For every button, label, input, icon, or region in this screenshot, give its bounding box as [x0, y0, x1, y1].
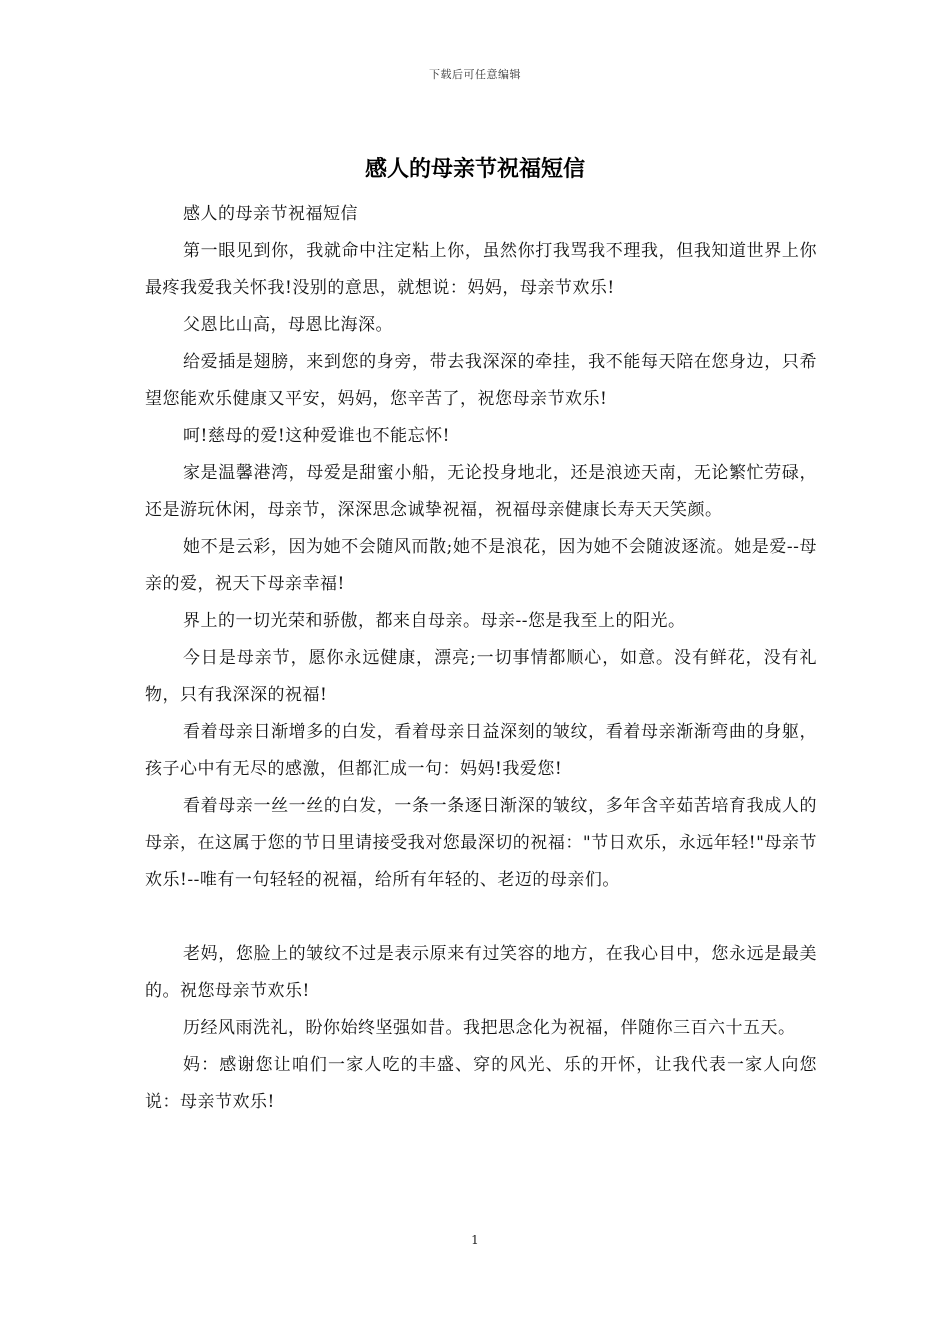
paragraph: 看着母亲一丝一丝的白发，一条一条逐日渐深的皱纹，多年含辛茹苦培育我成人的母亲，在这属于您的节日里请接受我对您最深切的祝福："节日欢乐，永远年轻!"母亲节欢乐!--唯有一句轻轻的祝福，给所有年轻的、老迈的母亲们。	[145, 796, 817, 890]
paragraph: 家是温馨港湾，母爱是甜蜜小船，无论投身地北，还是浪迹天南，无论繁忙劳碌，还是游玩休闲，母亲节，深深思念诚挚祝福，祝福母亲健康长寿天天笑颜。	[145, 463, 817, 520]
paragraph: 看着母亲日渐增多的白发，看着母亲日益深刻的皱纹，看着母亲渐渐弯曲的身躯，孩子心中有无尽的感激，但都汇成一句：妈妈!我爱您!	[145, 722, 817, 779]
paragraph: 第一眼见到你，我就命中注定粘上你，虽然你打我骂我不理我，但我知道世界上你最疼我爱我关怀我!没别的意思，就想说：妈妈，母亲节欢乐!	[145, 241, 817, 298]
header-note: 下载后可任意编辑	[429, 68, 521, 81]
paragraph: 她不是云彩，因为她不会随风而散;她不是浪花，因为她不会随波逐流。她是爱--母亲的爱，祝天下母亲幸福!	[145, 537, 817, 594]
document-title: 感人的母亲节祝福短信	[364, 156, 585, 182]
paragraph: 历经风雨洗礼，盼你始终坚强如昔。我把思念化为祝福，伴随你三百六十五天。	[183, 1018, 796, 1038]
paragraph: 界上的一切光荣和骄傲，都来自母亲。母亲--您是我至上的阳光。	[183, 611, 686, 631]
paragraph: 妈：感谢您让咱们一家人吃的丰盛、穿的风光、乐的开怀，让我代表一家人向您说：母亲节欢乐!	[145, 1055, 817, 1112]
paragraph: 老妈，您脸上的皱纹不过是表示原来有过笑容的地方，在我心目中，您永远是最美的。祝您母亲节欢乐!	[145, 944, 817, 1001]
page-number: 1	[471, 1233, 479, 1247]
paragraph: 呵!慈母的爱!这种爱谁也不能忘怀!	[183, 426, 450, 446]
paragraph: 感人的母亲节祝福短信	[183, 204, 358, 224]
paragraph: 给爱插是翅膀，来到您的身旁，带去我深深的牵挂，我不能每天陪在您身边，只希望您能欢乐健康又平安，妈妈，您辛苦了，祝您母亲节欢乐!	[145, 352, 817, 409]
paragraph: 今日是母亲节，愿你永远健康，漂亮;一切事情都顺心，如意。没有鲜花，没有礼物，只有我深深的祝福!	[145, 648, 817, 705]
document-body	[145, 196, 817, 1121]
paragraph: 父恩比山高，母恩比海深。	[183, 315, 393, 335]
